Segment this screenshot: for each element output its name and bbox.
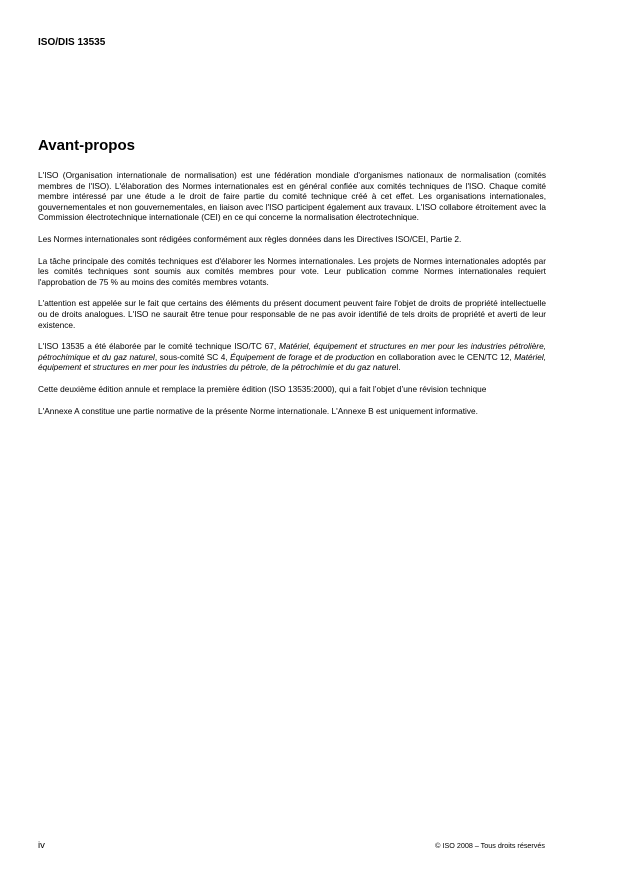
- page-number: iv: [38, 840, 45, 851]
- prepared-by-text: l.: [396, 362, 401, 373]
- paragraph-directives: Les Normes internationales sont rédigées conformément aux règles données dans les Directives ISO/CEI, Partie 2.: [38, 233, 462, 244]
- tc67-title: Matériel, équipement et structures en mer pour les industries pétrolière, pétrochimique et du gaz naturel: [38, 341, 546, 362]
- cen-tc12-title: Matériel, équipement et structures en mer pour les industries du pétrole, de la pétrochimie et du gaz nature: [38, 351, 547, 373]
- page-title: Avant-propos: [38, 137, 135, 154]
- prepared-by-text: L'ISO 13535 a été élaborée par le comité technique ISO/TC 67,: [38, 341, 280, 352]
- sc4-title: Équipement de forage et de production: [230, 351, 375, 362]
- paragraph-iso-organisation: L'ISO (Organisation internationale de normalisation) est une fédération mondiale d'organismes nationaux de normalisation (comités membres de l'ISO). L'élaboration des Normes internationales est en général confiée aux comités techniques de l'ISO. Chaque comité membre intéressé par une étude a le droit de faire partie du comité technique créé à cet effet. Les organisations internationales, gouvernementales et non gouvernementales, en liaison avec l'ISO participent également aux travaux. L'ISO collabore étroitement avec la Commission électrotechnique internationale (CEI) en ce qui concerne la normalisation électrotechnique.: [38, 170, 546, 223]
- copyright-notice: © ISO 2008 – Tous droits réservés: [435, 841, 545, 850]
- paragraph-annexes: L'Annexe A constitue une partie normative de la présente Norme internationale. L'Annexe B est uniquement informative.: [38, 405, 478, 416]
- prepared-by-text: , sous-comité SC 4,: [154, 351, 231, 362]
- paragraph-patent-rights: L'attention est appelée sur le fait que certains des éléments du présent document peuvent faire l'objet de droits de propriété intellectuelle ou de droits analogues. L'ISO ne saurait être tenue pour responsable de ne pas avoir identifié de tels droits de propriété et averti de leur existence.: [38, 298, 546, 330]
- paragraph-edition: Cette deuxième édition annule et remplace la première édition (ISO 13535:2000), qui a fait l’objet d’une révision technique: [38, 383, 487, 394]
- prepared-by-text: en collaboration avec le CEN/TC 12,: [374, 351, 515, 362]
- paragraph-technical-committees: La tâche principale des comités techniques est d'élaborer les Normes internationales. Les projets de Normes internationales adoptés par les comités techniques sont soumis aux comités membres pour vote. Leur publication comme Normes internationales requiert l'approbation de 75 % au moins des comités membres votants.: [38, 255, 546, 287]
- foreword-body: [38, 170, 546, 427]
- paragraph-prepared-by: [38, 341, 546, 373]
- document-id: ISO/DIS 13535: [38, 37, 106, 48]
